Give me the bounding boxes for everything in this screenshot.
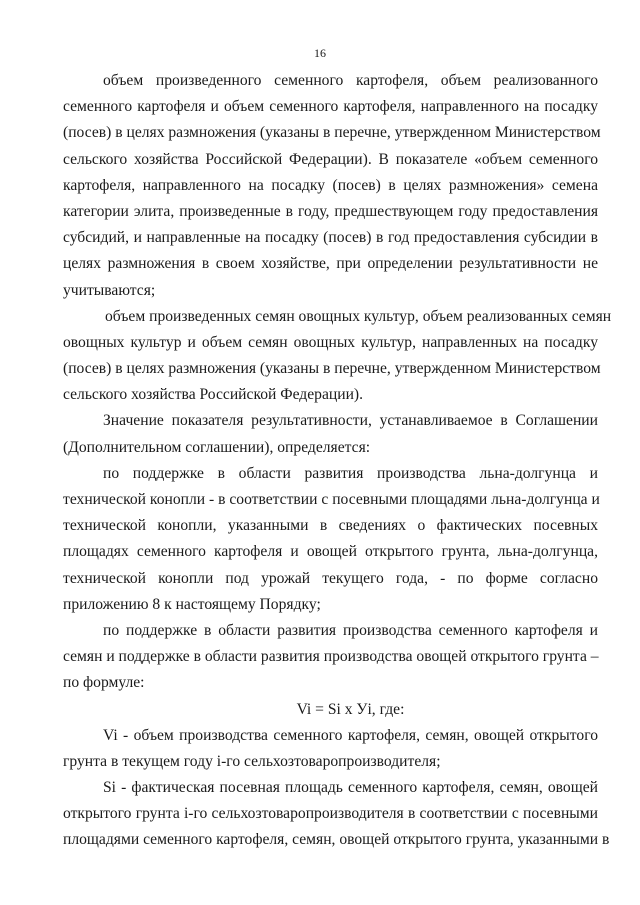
text-line: сельского хозяйства Российской Федерации).	[63, 386, 364, 404]
text-line: сельского хозяйства Российской Федерации). В показателе «объем семенного	[63, 150, 598, 168]
text-line: по поддержке в области развития производства льна-долгунца и	[103, 464, 598, 482]
text-line: открытого грунта i-го сельхозтоваропроизводителя в соответствии с посевными	[63, 805, 598, 823]
text-line: картофеля, направленного на посадку (посев) в целях размножения» семена	[63, 176, 598, 194]
text-line: грунта в текущем году i-го сельхозтоваропроизводителя;	[63, 752, 441, 770]
text-line: по поддержке в области развития производства семенного картофеля и	[103, 621, 598, 639]
text-line: Vi - объем производства семенного картофеля, семян, овощей открытого	[103, 726, 598, 744]
text-line: (посев) в целях размножения (указаны в перечне, утвержденном Министерством	[63, 360, 601, 378]
text-line: учитываются;	[63, 281, 156, 299]
text-line: (посев) в целях размножения (указаны в перечне, утвержденном Министерством	[63, 124, 601, 142]
text-line: приложению 8 к настоящему Порядку;	[63, 595, 321, 613]
text-line: Значение показателя результативности, устанавливаемое в Соглашении	[103, 412, 598, 430]
text-line: овощных культур и объем семян овощных культур, направленных на посадку	[63, 333, 598, 351]
text-line: семян и поддержке в области развития производства овощей открытого грунта –	[63, 648, 599, 666]
document-body	[63, 68, 612, 854]
text-line: технической конопли под урожай текущего года, - по форме согласно	[63, 569, 598, 587]
text-line: технической конопли, указанными в сведениях о фактических посевных	[63, 517, 598, 535]
text-line: объем произведенных семян овощных культур, объем реализованных семян	[105, 307, 612, 325]
text-line: объем произведенного семенного картофеля, объем реализованного	[103, 72, 598, 89]
text-line: целях размножения в своем хозяйстве, при определении результативности не	[63, 255, 598, 273]
page-number: 16	[314, 46, 326, 60]
text-line: по формуле:	[63, 674, 145, 692]
text-line: Vi = Si x Уi, где:	[296, 700, 405, 718]
text-line: (Дополнительном соглашении), определяется:	[63, 438, 371, 456]
text-line: категории элита, произведенные в году, предшествующем году предоставления	[63, 202, 598, 220]
text-line: семенного картофеля и объем семенного картофеля, направленного на посадку	[63, 98, 598, 116]
text-line: технической конопли - в соответствии с посевными площадями льна-долгунца и	[63, 491, 600, 508]
text-line: площадями семенного картофеля, семян, овощей открытого грунта, указанными в	[63, 831, 610, 849]
text-line: субсидий, и направленные на посадку (посев) в год предоставления субсидии в	[63, 229, 598, 247]
text-line: Si - фактическая посевная площадь семенного картофеля, семян, овощей	[103, 779, 598, 797]
text-line: площадях семенного картофеля и овощей открытого грунта, льна-долгунца,	[63, 543, 598, 561]
